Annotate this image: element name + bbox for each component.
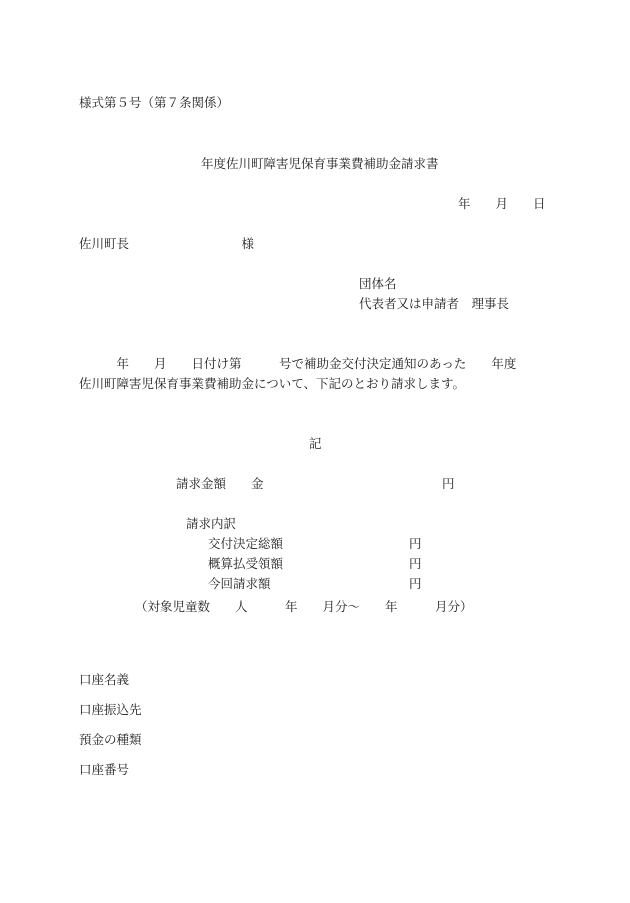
date-line: 年 月 日	[458, 196, 546, 211]
applicant-org-label: 団体名	[359, 276, 397, 291]
claim-amount-unit: 円	[442, 476, 455, 491]
breakdown-item-unit: 円	[409, 536, 422, 551]
account-field-label: 口座名義	[79, 672, 130, 687]
claim-amount-label: 請求金額 金	[176, 476, 264, 491]
breakdown-item-label: 交付決定総額	[208, 536, 284, 551]
addressee: 佐川町長 様	[79, 236, 255, 251]
breakdown-heading: 請求内訳	[186, 516, 237, 531]
breakdown-item-label: 今回請求額	[208, 576, 271, 591]
form-number: 様式第５号（第７条関係）	[79, 95, 230, 110]
breakdown-item-unit: 円	[409, 556, 422, 571]
form-title: 年度佐川町障害児保育事業費補助金請求書	[201, 156, 439, 171]
breakdown-item-label: 概算払受領額	[208, 556, 284, 571]
account-field-label: 預金の種類	[79, 732, 142, 747]
account-field-label: 口座振込先	[79, 702, 142, 717]
applicant-rep-label: 代表者又は申請者 理事長	[359, 296, 510, 311]
body-line-2: 佐川町障害児保育事業費補助金について、下記のとおり請求します。	[79, 376, 466, 391]
body-line-1: 年 月 日付け第 号で補助金交付決定通知のあった 年度	[104, 356, 517, 371]
ki-heading: 記	[309, 436, 322, 451]
target-children-line: （対象児童数 人 年 月分～ 年 月分）	[135, 599, 473, 614]
account-field-label: 口座番号	[79, 762, 130, 777]
breakdown-item-unit: 円	[409, 576, 422, 591]
